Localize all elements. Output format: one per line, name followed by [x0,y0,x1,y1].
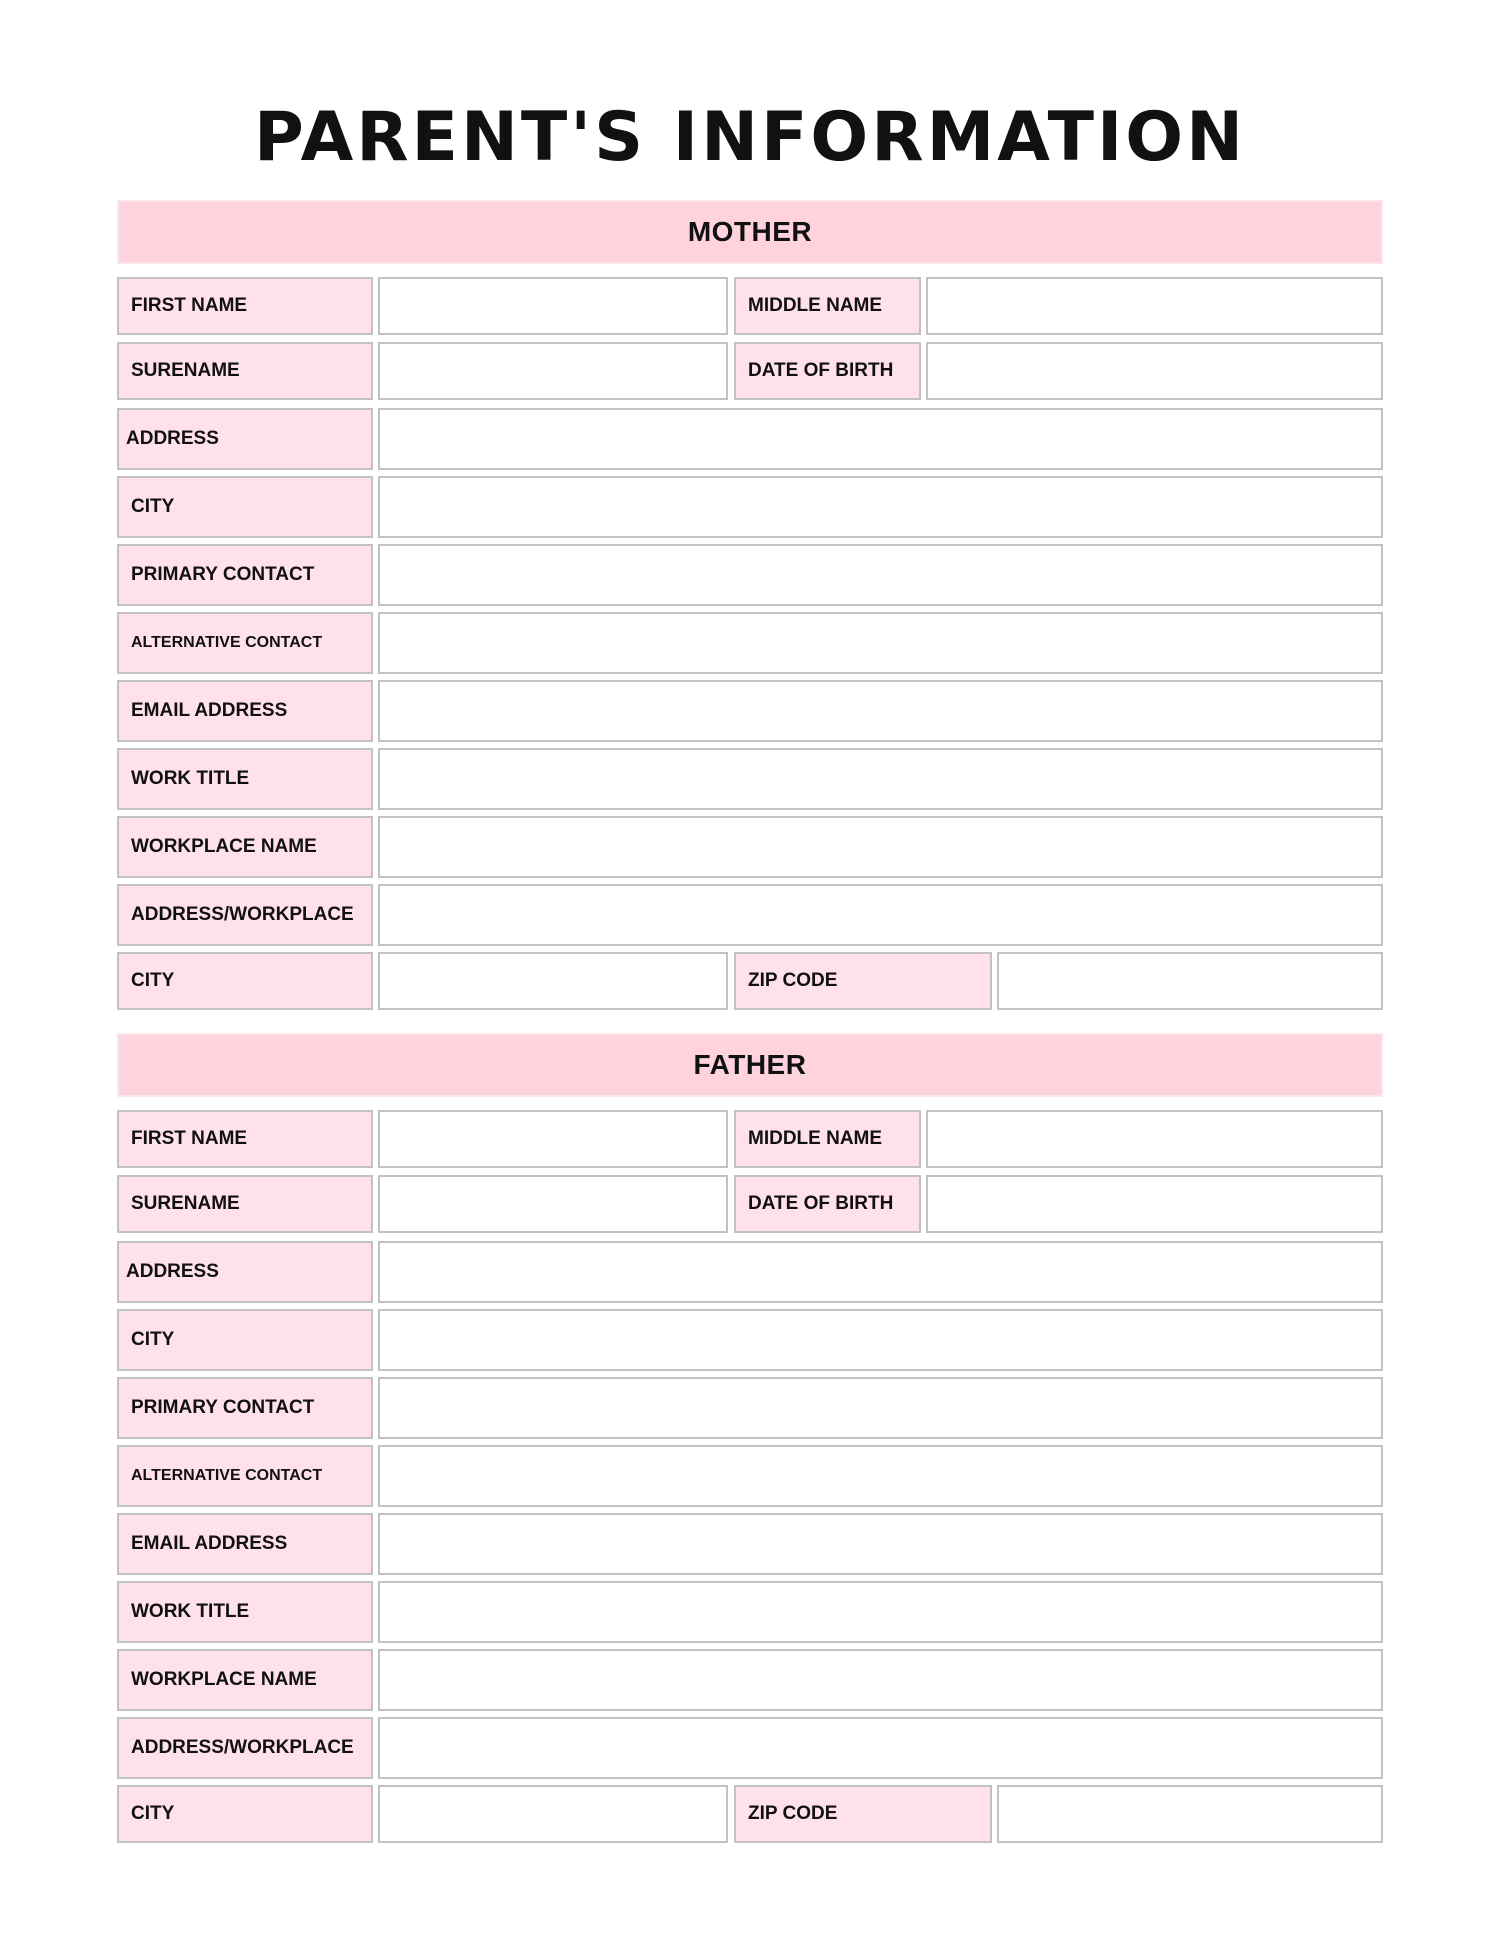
mother-zip-code-label: ZIP CODE [734,952,992,1010]
mother-email-address-label: EMAIL ADDRESS [117,680,373,742]
father-workplace-name-label: WORKPLACE NAME [117,1649,373,1711]
father-section [117,1033,1383,1841]
mother-alternative-contact-label: ALTERNATIVE CONTACT [117,612,373,674]
mother-alternative-contact-field[interactable] [378,612,1383,674]
mother-address-workplace-label: ADDRESS/WORKPLACE [117,884,373,946]
father-surename-label: SURENAME [117,1175,373,1233]
mother-date-of-birth-label: DATE OF BIRTH [734,342,921,400]
father-middle-name-field[interactable] [926,1110,1383,1168]
father-date-of-birth-label: DATE OF BIRTH [734,1175,921,1233]
father-work-title-field[interactable] [378,1581,1383,1643]
mother-address-label: ADDRESS [117,408,373,470]
mother-work-city-field[interactable] [378,952,728,1010]
mother-section-header: MOTHER [117,200,1383,264]
father-primary-contact-field[interactable] [378,1377,1383,1439]
father-zip-code-label: ZIP CODE [734,1785,992,1843]
father-first-name-label: FIRST NAME [117,1110,373,1168]
mother-middle-name-label: MIDDLE NAME [734,277,921,335]
mother-workplace-name-label: WORKPLACE NAME [117,816,373,878]
mother-date-of-birth-field[interactable] [926,342,1383,400]
father-workplace-name-field[interactable] [378,1649,1383,1711]
father-date-of-birth-field[interactable] [926,1175,1383,1233]
father-address-field[interactable] [378,1241,1383,1303]
mother-city-label: CITY [117,476,373,538]
mother-section [117,200,1383,1008]
mother-zip-code-field[interactable] [997,952,1383,1010]
father-city-field[interactable] [378,1309,1383,1371]
father-alternative-contact-label: ALTERNATIVE CONTACT [117,1445,373,1507]
mother-surename-label: SURENAME [117,342,373,400]
mother-middle-name-field[interactable] [926,277,1383,335]
mother-email-address-field[interactable] [378,680,1383,742]
father-surename-field[interactable] [378,1175,728,1233]
page-title: PARENT'S INFORMATION [253,98,1247,177]
father-city-label: CITY [117,1309,373,1371]
father-address-workplace-field[interactable] [378,1717,1383,1779]
father-section-header: FATHER [117,1033,1383,1097]
father-email-address-label: EMAIL ADDRESS [117,1513,373,1575]
mother-work-title-label: WORK TITLE [117,748,373,810]
father-work-city-field[interactable] [378,1785,728,1843]
mother-primary-contact-label: PRIMARY CONTACT [117,544,373,606]
father-address-label: ADDRESS [117,1241,373,1303]
mother-work-title-field[interactable] [378,748,1383,810]
mother-address-field[interactable] [378,408,1383,470]
father-middle-name-label: MIDDLE NAME [734,1110,921,1168]
mother-city-field[interactable] [378,476,1383,538]
mother-primary-contact-field[interactable] [378,544,1383,606]
father-alternative-contact-field[interactable] [378,1445,1383,1507]
mother-first-name-field[interactable] [378,277,728,335]
father-email-address-field[interactable] [378,1513,1383,1575]
mother-address-workplace-field[interactable] [378,884,1383,946]
father-work-city-label: CITY [117,1785,373,1843]
father-primary-contact-label: PRIMARY CONTACT [117,1377,373,1439]
mother-first-name-label: FIRST NAME [117,277,373,335]
father-zip-code-field[interactable] [997,1785,1383,1843]
father-work-title-label: WORK TITLE [117,1581,373,1643]
father-address-workplace-label: ADDRESS/WORKPLACE [117,1717,373,1779]
mother-surename-field[interactable] [378,342,728,400]
mother-workplace-name-field[interactable] [378,816,1383,878]
father-first-name-field[interactable] [378,1110,728,1168]
mother-work-city-label: CITY [117,952,373,1010]
